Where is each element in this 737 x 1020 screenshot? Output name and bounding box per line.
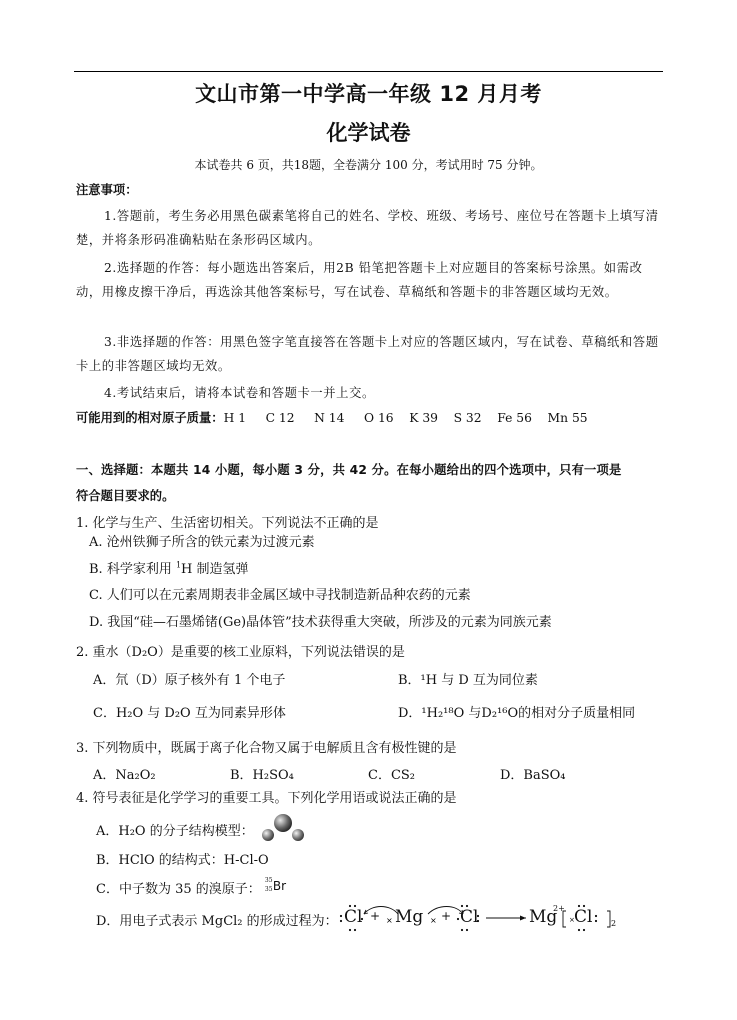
q3-option-a: A．Na₂O₂ [93,768,156,783]
q3-stem: 3. 下列物质中，既属于离子化合物又属于电解质且含有极性键的是 [76,741,457,756]
product-bracket-right [607,911,610,927]
notice-item-3 [76,330,662,378]
q3-option-c: C．CS₂ [368,768,416,783]
svg-text:×: × [569,916,575,924]
notice-heading: 注意事项： [76,183,138,197]
q2-stem: 2. 重水（D₂O）是重要的核工业原料，下列说法错误的是 [76,645,405,660]
q1-option-b-sup: 1 [175,560,182,570]
q4-option-a [96,820,254,839]
section1-heading-line1: 一、选择题：本题共 14 小题，每小题 3 分，共 42 分。在每小题给出的四个选项中，只有一项是 [76,463,622,477]
atomic-mass-label: 可能用到的相对原子质量： [76,411,224,425]
product-cl: Cl [574,907,593,927]
q1-option-a: A. 沧州铁狮子所含的铁元素为过渡元素 [89,535,315,550]
q2-option-d: D．¹H₂¹⁸O 与D₂¹⁶O的相对分子质量相同 [398,706,636,721]
q4-option-a-text: A．H₂O 的分子结构模型： [96,824,254,839]
svg-text:×: × [386,916,393,925]
mgcl2-formation-diagram [338,902,638,932]
q2-option-a: A．氘（D）原子核外有 1 个电子 [93,673,286,688]
q1-option-b-pre: B. 科学家利用 [89,562,176,577]
q4-option-c-text: C．中子数为 35 的溴原子： [96,882,261,897]
notice-item-4 [76,381,662,405]
q4-option-c [96,878,291,897]
q2-option-c: C．H₂O 与 D₂O 互为同素异形体 [93,706,286,721]
q1-option-b-post: H 制造氢弹 [181,562,249,577]
oxygen-atom [274,814,292,832]
bromine-mass-number: 35 [264,877,273,884]
q4-option-b: B．HClO 的结构式：H-Cl-O [96,853,269,868]
reactant-mg: Mg [395,907,424,927]
header-rule [74,71,663,72]
plus-sign-1: + [370,909,381,923]
section1-heading-line2: 符合题目要求的。 [76,489,175,503]
atomic-mass-line [76,408,588,426]
notice-item-1-text: 1.答题前，考生务必用黑色碳素笔将自己的姓名、学校、班级、考场号、座位号在答题卡上填写清楚，并将条形码准确粘贴在条形码区域内。 [76,209,659,247]
q1-stem: 1. 化学与生产、生活密切相关。下列说法不正确的是 [76,516,379,531]
bromine-nuclide [265,879,291,895]
hydrogen-atom-right [292,829,304,841]
q4-stem: 4. 符号表征是化学学习的重要工具。下列化学用语或说法正确的是 [76,791,457,806]
product-mg-charge: 2+ [553,904,565,913]
svg-text:×: × [430,916,437,925]
water-molecule-model-icon [258,810,308,846]
product-mg: Mg [529,907,558,927]
exam-info: 本试卷共 6 页，共18题，全卷满分 100 分，考试用时 75 分钟。 [194,158,543,172]
notice-item-4-text: 4.考试结束后，请将本试卷和答题卡一并上交。 [104,386,375,400]
plus-sign-2: + [441,909,452,923]
q1-option-c: C. 人们可以在元素周期表非金属区域中寻找制造新品种农药的元素 [89,588,471,603]
hydrogen-atom-left [262,829,274,841]
reactant-cl-1: Cl [344,907,363,927]
product-bracket-left [563,911,566,927]
q4-option-d-text: D．用电子式表示 MgCl₂ 的形成过程为： [96,914,338,929]
q2-option-b: B．¹H 与 D 互为同位素 [398,673,538,688]
bromine-symbol: Br [272,879,287,893]
q1-option-b [89,558,249,577]
reactant-cl-2: Cl [460,907,479,927]
page-title: 文山市第一中学高一年级 12 月月考 [195,82,542,106]
product-subscript: 2 [611,919,617,928]
q3-option-b: B．H₂SO₄ [230,768,294,783]
notice-item-2 [76,256,662,304]
electron-dot-diagram [338,902,638,932]
notice-item-1 [76,204,662,252]
page-subtitle: 化学试卷 [326,121,411,145]
bromine-atomic-number: 35 [264,886,273,893]
notice-item-2-text: 2.选择题的作答：每小题选出答案后，用2B 铅笔把答题卡上对应题目的答案标号涂黑。如需改动，用橡皮擦干净后，再选涂其他答案标号，写在试卷、草稿纸和答题卡的非答题区域均无效。 [76,261,643,299]
q4-option-d [96,910,338,929]
q3-option-d: D．BaSO₄ [500,768,566,783]
q1-option-d: D. 我国“硅—石墨烯锗(Ge)晶体管”技术获得重大突破，所涉及的元素为同族元素 [89,615,552,630]
notice-item-3-text: 3.非选择题的作答：用黑色签字笔直接答在答题卡上对应的答题区域内，写在试卷、草稿纸和答题卡上的非答题区域均无效。 [76,335,659,373]
atomic-mass-values: H 1 C 12 N 14 O 16 K 39 S 32 Fe 56 Mn 55 [223,411,588,425]
